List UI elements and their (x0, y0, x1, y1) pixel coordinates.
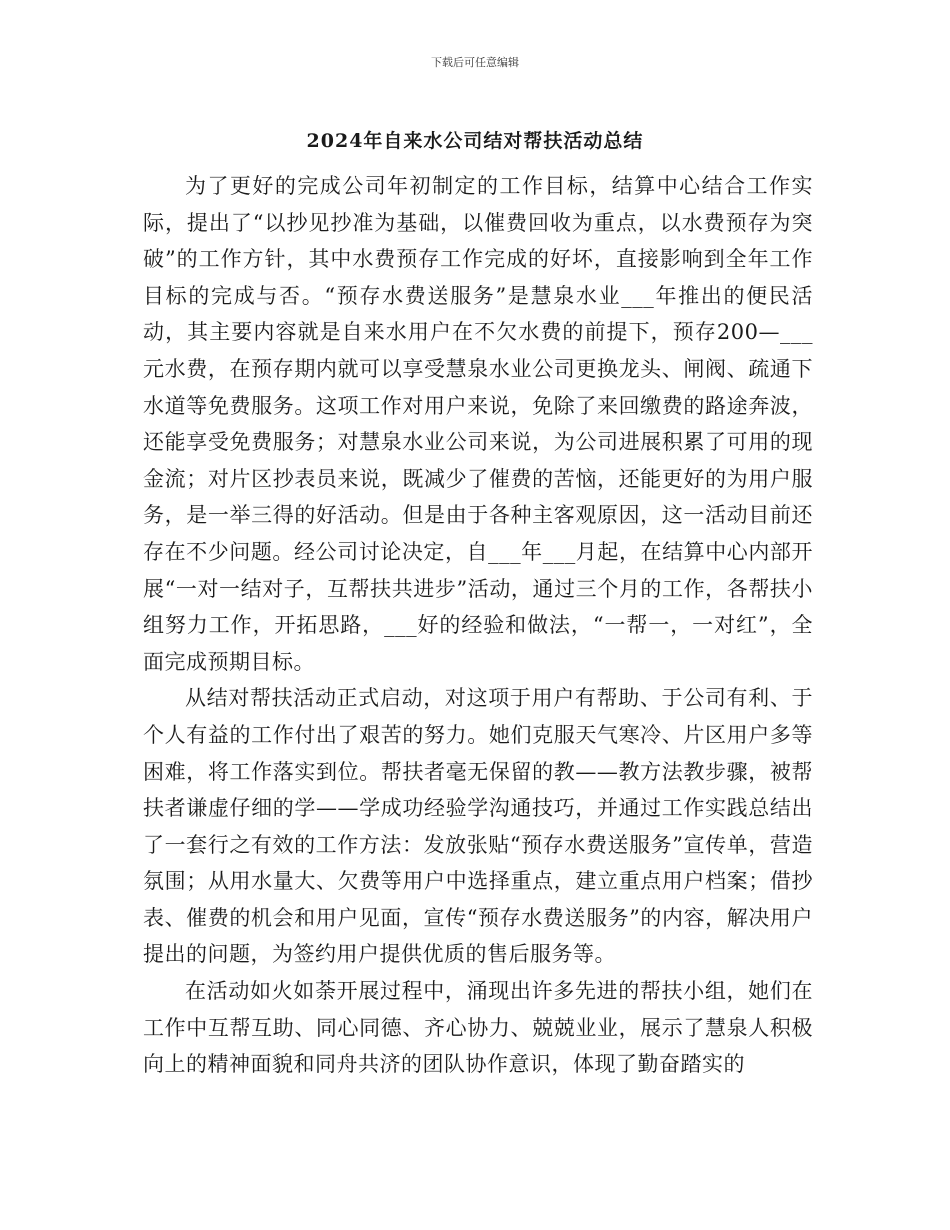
page-header-note: 下载后可任意编辑 (431, 56, 519, 69)
paragraph-3: 在活动如火如荼开展过程中，涌现出许多先进的帮扶小组，她们在工作中互帮互助、同心同德、齐心协力、兢兢业业，展示了慧泉人积极向上的精神面貌和同舟共济的团队协作意识，体现了勤奋踏实的 (143, 979, 813, 1077)
paragraph-2: 从结对帮扶活动正式启动，对这项于用户有帮助、于公司有利、于个人有益的工作付出了艰苦的努力。她们克服天气寒冷、片区用户多等困难，将工作落实到位。帮扶者毫无保留的教——教方法教步骤，被帮扶者谦虚仔细的学——学成功经验学沟通技巧，并通过工作实践总结出了一套行之有效的工作方法：发放张贴“预存水费送服务”宣传单，营造氛围；从用水量大、欠费等用户中选择重点，建立重点用户档案；借抄表、催费的机会和用户见面，宣传“预存水费送服务”的内容，解决用户提出的问题，为签约用户提供优质的售后服务等。 (143, 686, 813, 967)
document-title: 2024年自来水公司结对帮扶活动总结 (306, 130, 644, 152)
paragraph-1: 为了更好的完成公司年初制定的工作目标，结算中心结合工作实际，提出了“以抄见抄准为基础，以催费回收为重点，以水费预存为突破”的工作方针，其中水费预存工作完成的好坏，直接影响到全年工作目标的完成与否。“预存水费送服务”是慧泉水业___年推出的便民活动，其主要内容就是自来水用户在不欠水费的前提下，预存200—___元水费，在预存期内就可以享受慧泉水业公司更换龙头、闸阀、疏通下水道等免费服务。这项工作对用户来说，免除了来回缴费的路途奔波，还能享受免费服务；对慧泉水业公司来说，为公司进展积累了可用的现金流；对片区抄表员来说，既减少了催费的苦恼，还能更好的为用户服务，是一举三得的好活动。但是由于各种主客观原因，这一活动目前还存在不少问题。经公司讨论决定，自___年___月起，在结算中心内部开展“一对一结对子，互帮扶共进步”活动，通过三个月的工作，各帮扶小组努力工作，开拓思路，___好的经验和做法，“一帮一，一对红”，全面完成预期目标。 (143, 174, 813, 674)
document-body (143, 168, 813, 1083)
